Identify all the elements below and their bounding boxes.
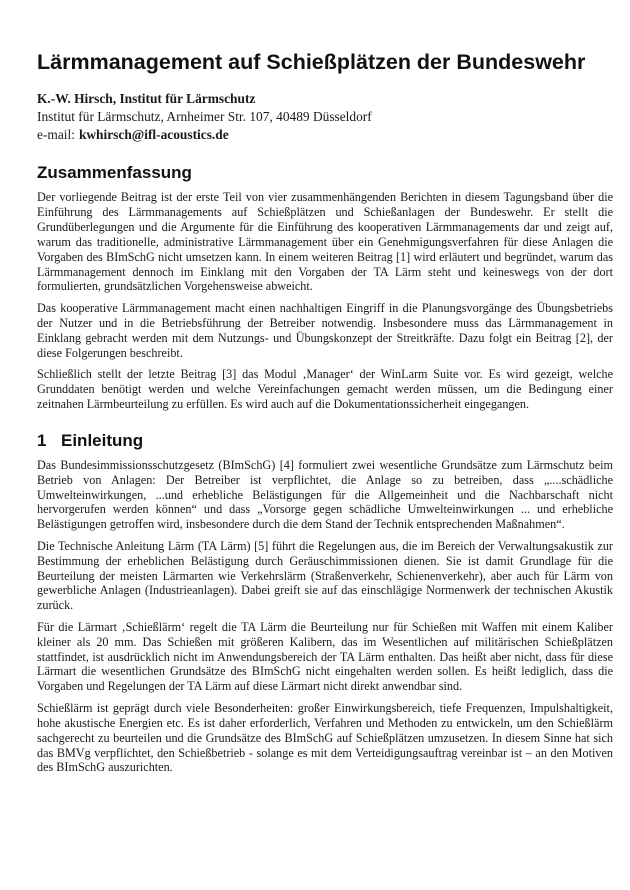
abstract-paragraph-2: Das kooperative Lärmmanagement macht einen nachhaltigen Eingriff in die Planungsvorgänge des Übungsbetriebs der Nutzer und in die Betriebsführung der Betreiber notwendig. Insbesondere muss das Lärmmanagement in Einklang gebracht werden mit dem Nutzungs- und Übungskonzept der Streitkräfte. Dazu folgt ein Beitrag [2], der diese Folgerungen beschreibt. — [37, 300, 613, 360]
section-1-paragraph-1: Das Bundesimmissionsschutzgesetz (BImSchG) [4] formuliert zwei wesentliche Grundsätze zum Lärmschutz beim Betrieb von Anlagen: Der Betreiber ist verpflichtet, die Anlage so zu betreiben, dass „....schädliche Umwelteinwirkungen, ...und erhebliche Belästigungen für die Allgemeinheit und die Nachbarschaft nicht hervorgerufen werden können“ und dass „Vorsorge gegen schädliche Umwelteinwirkungen ... und erhebliche Belästigungen getroffen wird, insbesondere durch die dem Stand der Technik entsprechenden Maßnahmen“. — [37, 457, 613, 532]
abstract-paragraph-3: Schließlich stellt der letzte Beitrag [3] das Modul ‚Manager‘ der WinLarm Suite vor. Es wird gezeigt, welche Grunddaten benötigt werden und welche Vereinfachungen gemacht werden müssen, um die Bedingung einer zeitnahen Lärmbeurteilung zu erfüllen. Es wird auch auf die Dokumentationssicherheit eingegangen. — [37, 366, 613, 411]
section-1-paragraph-2: Die Technische Anleitung Lärm (TA Lärm) [5] führt die Regelungen aus, die im Bereich der Verwaltungsakustik zur Bestimmung der erheblichen Belästigung durch Geräuschimmissionen dienen. Sie ist damit Grundlage für die Beurteilung der meisten Lärmarten wie Verkehrslärm (Straßenverkehr, Schienenverkehr), aber auch für Lärm von gewerbliche Anlagen (Industrieanlagen). Dabei greift sie auf das einschlägige Normenwerk der technischen Akustik zurück. — [37, 538, 613, 613]
abstract-heading: Zusammenfassung — [37, 163, 192, 182]
abstract-paragraph-1: Der vorliegende Beitrag ist der erste Teil von vier zusammenhängenden Berichten in diesem Tagungsband über die Einführung des Lärmmanagements auf Schießplätzen und Schießanlagen der Bundeswehr. Er stellt die Grundüberlegungen und die Argumente für die Einführung des kooperativen Lärmmanagements dar und zeigt auf, warum das traditionelle, administrative Lärmmanagement über ein Genehmigungsverfahren für diese Anlagen die Vorgaben des BImSchG nicht umsetzen kann. In einem weiteren Beitrag [1] wird erläutert und begründet, warum das Lärmmanagement dennoch im Einklang mit den Vorgaben der TA Lärm steht und keineswegs von der dort formulierten, grundsätzlichen Vorgehensweise abweicht. — [37, 190, 613, 294]
author-name-line: K.-W. Hirsch, Institut für Lärmschutz — [37, 91, 256, 106]
section-1-title: Einleitung — [61, 430, 144, 450]
section-1-paragraph-3: Für die Lärmart ‚Schießlärm‘ regelt die TA Lärm die Beurteilung nur für Schießen mit Waffen mit einem Kaliber kleiner als 20 mm. Das Schießen mit größeren Kalibern, das im Wesentlichen auf militärischen Schießplätzen stattfindet, ist ausdrücklich nicht im Anwendungsbereich der TA Lärm enthalten. Das heißt aber nicht, dass für diese Lärmart die wesentlichen Grundsätze des BImSchG nicht eingehalten werden sollen. Es heißt lediglich, dass die Vorgaben und Regelungen der TA Lärm auf diese Lärmart nicht direkt anwendbar sind. — [37, 619, 613, 694]
author-address-line: Institut für Lärmschutz, Arnheimer Str. 107, 40489 Düsseldorf — [37, 109, 372, 124]
email-label: e-mail: — [37, 127, 75, 142]
section-1-number: 1 — [37, 430, 47, 450]
section-1-paragraph-4: Schießlärm ist geprägt durch viele Besonderheiten: großer Einwirkungsbereich, tiefe Frequenzen, Impulshaltigkeit, hohe akustische Energien etc. Es ist daher erforderlich, Verfahren und Methoden zu entwickeln, um den Schießlärm sachgerecht zu beurteilen und die Grundsätze des BImSchG auf Schießplätzen umzusetzen. In diesem Sinne hat sich das BMVg verpflichtet, den Schießbetrieb - solange es mit dem Verteidigungsauftrag vereinbar ist – an den Motiven des BImSchG auszurichten. — [37, 700, 613, 775]
author-block — [37, 90, 613, 144]
section-1-heading — [37, 430, 613, 451]
paper-title: Lärmmanagement auf Schießplätzen der Bundeswehr — [37, 50, 586, 74]
email-line — [37, 126, 613, 144]
email-address: kwhirsch@ifl-acoustics.de — [78, 127, 229, 142]
